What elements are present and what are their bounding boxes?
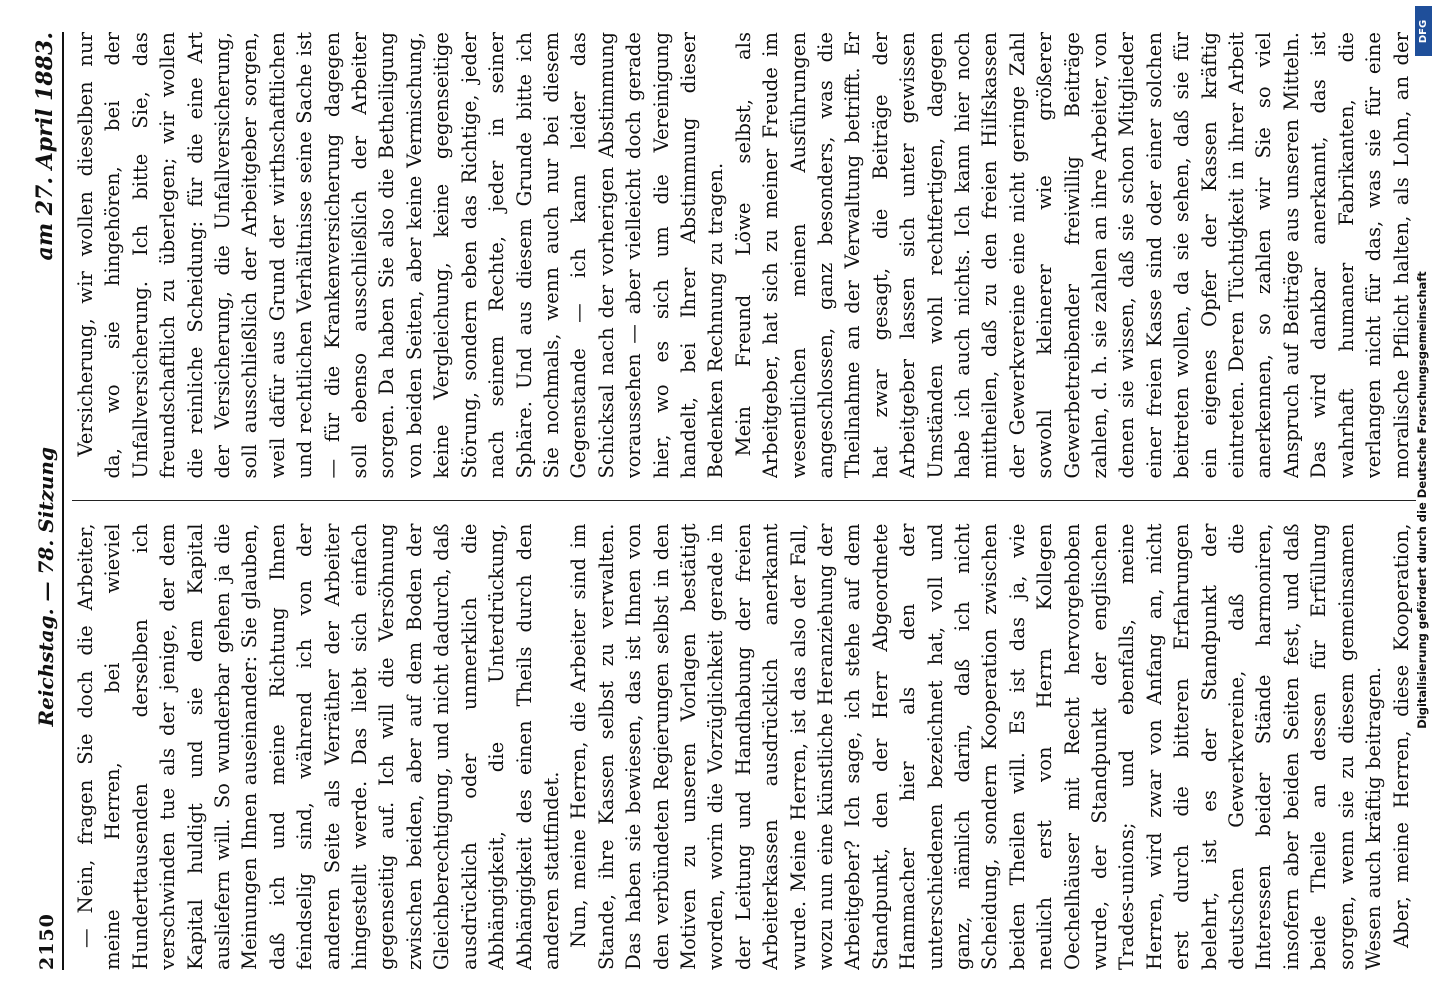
dfg-logo-text: DFG — [1418, 19, 1429, 43]
page-number: 2150 — [36, 913, 58, 970]
digitization-credit-text: Digitalisierung gefördert durch die Deutsche Forschungsgemeinschaft — [1415, 271, 1429, 729]
digitization-credit — [1412, 10, 1432, 990]
paragraph: Mein Freund Löwe selbst, als Arbeitgeber, hat sich zu meiner Freude im wesentlichen meinen Ausführungen angeschlossen, ganz besonders, was die Theilnahme an der Verwaltung betrifft. Er hat zwar gesagt, die Beiträge der Arbeitgeber lassen sich unter gewissen Umständen wohl rechtfertigen, dagegen habe ich auch nichts. Ich kann hier noch mittheilen, daß zu den freien Hilfskassen der Gewerkvereine eine nicht geringe Zahl sowohl kleinerer wie größerer Gewerbetreibender freiwillig Beiträge zahlen, d. h. sie zahlen an ihre Arbeiter, von denen sie wissen, daß sie schon Mitglieder einer freien Kasse sind oder einer solchen beitreten wollen, da sie sehen, daß sie für ein eigenes Opfer der Kassen kräftig eintreten. Deren Tüchtigkeit in ihrer Arbeit anerkennen, so zahlen wir Sie so viel Anspruch auf Beiträge aus unseren Mitteln. Das wird dankbar anerkannt, das ist wahrhaft humaner Fabrikanten, die verlangen nicht für das, was sie für eine moralische Pflicht halten, als Lohn, an der — [731, 32, 1413, 479]
header-left-title: Reichstag. — 78. Sitzung — [34, 447, 58, 727]
text-column-left — [72, 524, 1416, 971]
paragraph: — Nein, fragen Sie doch die Arbeiter, meine Herren, bei wieviel Hunderttausenden derselben ich verschwinden tue als der jenige, der dem Kapital huldigt und sie dem Kapital ausliefern will. So wunderbar gehen ja die Meinungen Ihnen auseinander: Sie glauben, daß ich und meine Richtung Ihnen feindselig sind, während ich von der anderen Seite als Verräther der Arbeiter hingestellt werde. Das liebt sich einfach gegenseitig auf. Ich will die Versöhnung zwischen beiden, aber auf dem Boden der Gleichberechtigung, und nicht dadurch, daß ausdrücklich oder unmerklich die Abhängigkeit, die Unterdrückung, Abhängigkeit des einen Theils durch den anderen stattfindet. — [74, 523, 563, 970]
header-right-title: am 27. April 1883. — [32, 32, 58, 261]
text-columns — [72, 32, 1416, 970]
page-header — [12, 32, 64, 970]
column-divider — [72, 501, 1416, 502]
paragraph: Versicherung, wir wollen dieselben nur da, wo sie hingehören, bei der Unfallversicherung. Ich bitte Sie, das freundschaftlich zu überlegen; wir wollen die reinliche Scheidung: für die eine Art der Versicherung, die Unfallversicherung, soll ausschließlich der Arbeitgeber sorgen, weil dafür aus Grund der wirthschaftlichen und rechtlichen Verhältnisse seine Sache ist — für die Krankenversicherung dagegen soll ebenso ausschließlich der Arbeiter sorgen. Da haben Sie also die Betheiligung von beiden Seiten, aber keine Vermischung, keine Vergleichung, keine gegenseitige Störung, sondern eben das Richtige, jeder nach seinem Rechte, jeder in seiner Sphäre. Und aus diesem Grunde bitte ich Sie nochmals, wenn auch nur bei diesem Gegenstande — ich kann leider das Schicksal nach der vorherigen Abstimmung voraussehen — aber vielleicht doch gerade hier, wo es sich um die Vereinigung handelt, bei Ihrer Abstimmung dieser Bedenken Rechnung zu tragen. — [74, 32, 728, 479]
paragraph: Aber, meine Herren, diese Kooperation, — [1389, 523, 1413, 948]
paragraph: Nun, meine Herren, die Arbeiter sind im Stande, ihre Kassen selbst zu verwalten. Das haben sie bewiesen, das ist Ihnen von den verbündeten Regierungen selbst in den Motiven zu unseren Vorlagen bestätigt worden, worin die Vorzüglichkeit gerade in der Leitung und Handhabung der freien Arbeiterkassen ausdrücklich anerkannt wurde. Meine Herren, ist das also der Fall, wozu nun eine künstliche Heranziehung der Arbeitgeber? Ich sage, ich stehe auf dem Standpunkt, den der Herr Abgeordnete Hammacher hier als den der unterschiedenen bezeichnet hat, voll und ganz, nämlich darin, daß ich nicht Scheidung, sondern Kooperation zwischen beiden Theilen will. Es ist das ja, wie neulich erst von Herrn Kollegen Oechelhäuser mit Recht hervorgehoben wurde, der Standpunkt der englischen Trades-unions; und ebenfalls, meine Herren, wird zwar von Anfang an, nicht erst durch die bitteren Erfahrungen belehrt, ist es der Standpunkt der deutschen Gewerkvereine, daß die Interessen beider Stände harmoniren, insofern aber beiden Seiten fest, und daß beide Theile an dessen für Erfüllung sorgen, wenn sie zu diesem gemeinsamen Wesen auch kräftig beitragen. — [567, 523, 1386, 970]
text-column-right — [72, 32, 1416, 479]
